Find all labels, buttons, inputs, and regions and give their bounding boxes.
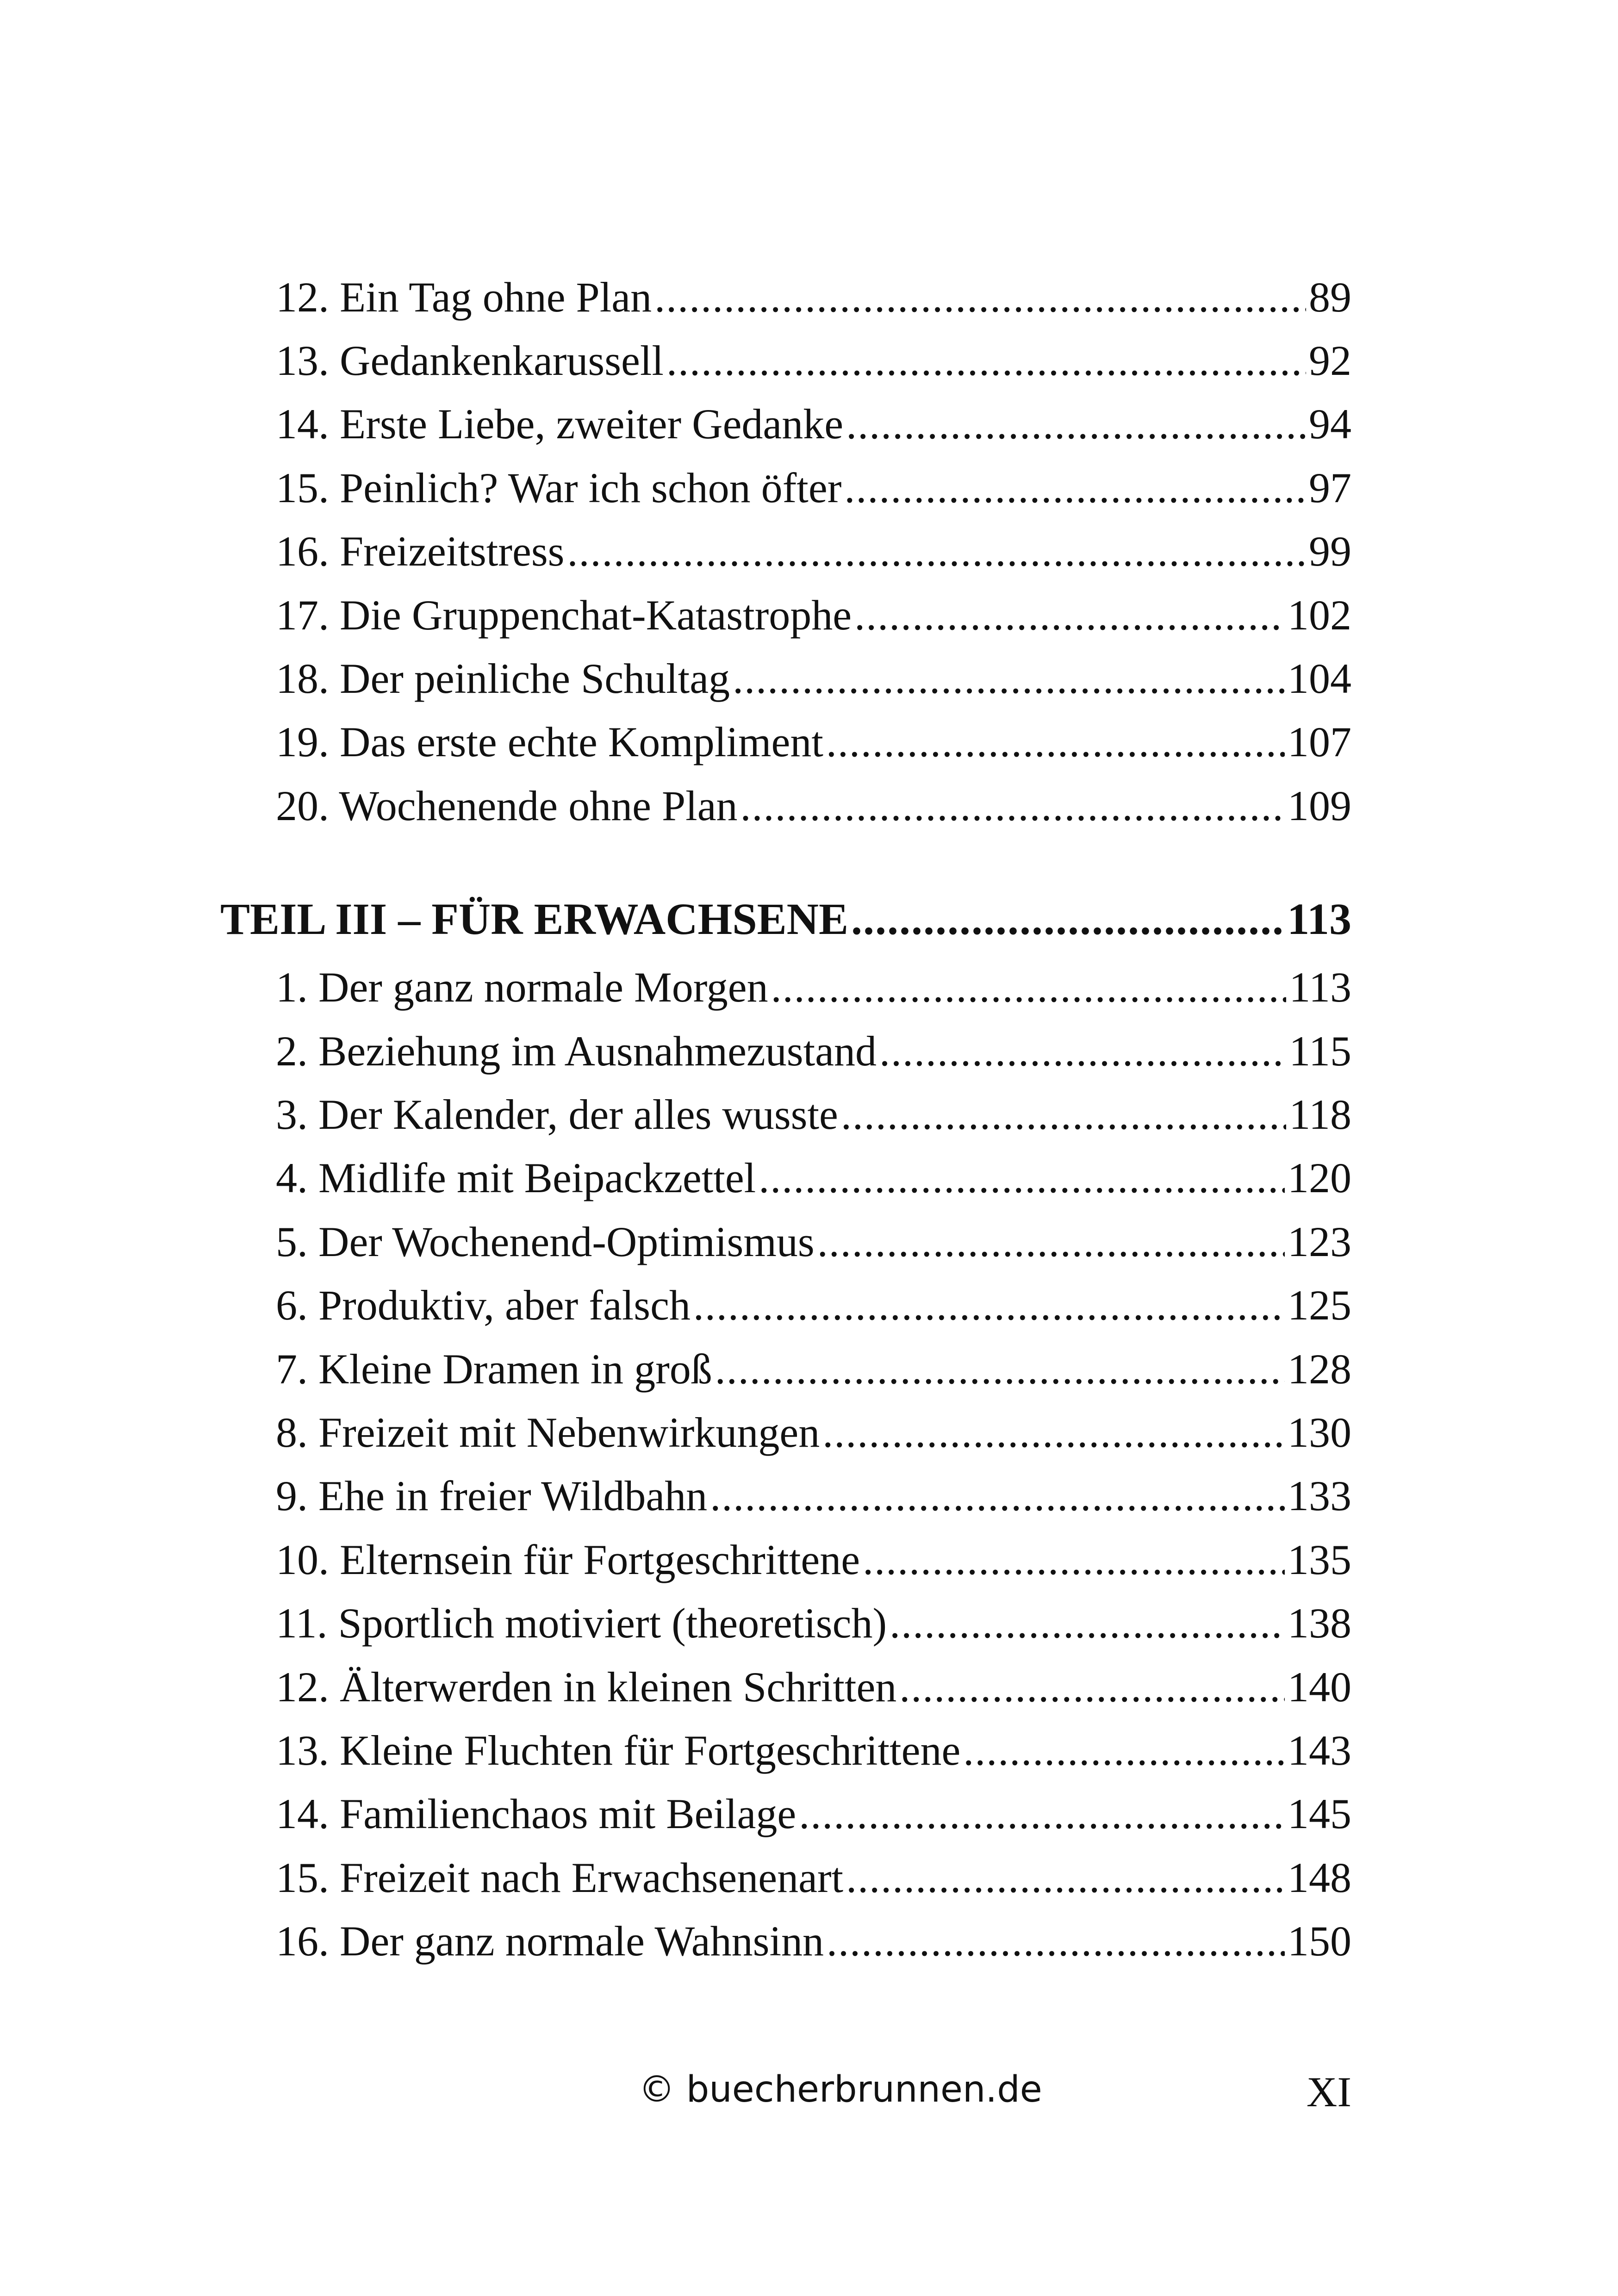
toc-entry	[276, 400, 1351, 448]
toc-part-heading	[220, 894, 1351, 944]
toc-entry-page: 143	[1288, 1727, 1351, 1774]
toc-entry	[276, 1345, 1351, 1393]
toc-entry-title: 14. Familienchaos mit Beilage	[276, 1790, 797, 1837]
toc-part-title: TEIL III – FÜR ERWACHSENE	[220, 894, 848, 944]
toc-entry-title: 4. Midlife mit Beipackzettel	[276, 1154, 756, 1201]
toc-leader-dots	[666, 339, 1306, 382]
toc-leader-dots	[799, 1792, 1285, 1835]
toc-leader-dots	[771, 966, 1287, 1008]
toc-entry-title: 16. Freizeitstress	[276, 528, 565, 575]
toc-leader-dots	[567, 530, 1306, 572]
toc-entry-title: 16. Der ganz normale Wahnsinn	[276, 1917, 824, 1965]
toc-entry	[276, 1729, 1351, 1772]
toc-leader-dots	[693, 1284, 1285, 1326]
toc-entry-title: 15. Freizeit nach Erwachsenenart	[276, 1854, 844, 1901]
toc-leader-dots	[890, 1602, 1285, 1644]
toc-leader-dots	[654, 276, 1306, 318]
toc-entry-page: 145	[1288, 1790, 1351, 1837]
toc-leader-dots	[851, 897, 1284, 941]
toc-entry	[276, 1154, 1351, 1201]
toc-leader-dots	[854, 594, 1285, 636]
toc-entry	[276, 339, 1351, 382]
toc-entry	[276, 1663, 1351, 1711]
toc-leader-dots	[817, 1220, 1285, 1263]
toc-entry-title: 17. Die Gruppenchat-Katastrophe	[276, 591, 852, 639]
toc-entry-title: 15. Peinlich? War ich schon öfter	[276, 464, 842, 511]
toc-entry-page: 120	[1288, 1154, 1351, 1201]
toc-part-page: 113	[1287, 894, 1351, 944]
toc-entry-title: 14. Erste Liebe, zweiter Gedanke	[276, 400, 844, 448]
toc-entry-page: 125	[1288, 1282, 1351, 1329]
toc-entry-page: 94	[1309, 400, 1351, 448]
toc-entry	[276, 1282, 1351, 1329]
toc-entry-title: 18. Der peinliche Schultag	[276, 655, 730, 702]
toc-entry	[276, 1411, 1351, 1454]
toc-entry-page: 123	[1288, 1218, 1351, 1265]
toc-leader-dots	[863, 1538, 1285, 1581]
toc-entry	[276, 657, 1351, 700]
toc-entry-page: 140	[1288, 1663, 1351, 1711]
toc-leader-dots	[759, 1157, 1285, 1199]
toc-entry	[276, 528, 1351, 575]
toc-leader-dots	[844, 467, 1306, 509]
toc-entry-title: 19. Das erste echte Kompliment	[276, 718, 823, 765]
toc-entry-page: 130	[1288, 1409, 1351, 1456]
toc-leader-dots	[899, 1666, 1285, 1708]
toc-leader-dots	[846, 403, 1306, 445]
toc-leader-dots	[826, 721, 1285, 763]
toc-entry-page: 148	[1288, 1854, 1351, 1901]
toc-entry-page: 104	[1288, 655, 1351, 702]
toc-leader-dots	[822, 1411, 1285, 1454]
toc-entry-page: 133	[1288, 1472, 1351, 1519]
toc-leader-dots	[846, 1856, 1285, 1899]
toc-entry-title: 7. Kleine Dramen in groß	[276, 1345, 712, 1393]
toc-leader-dots	[741, 784, 1285, 827]
toc-leader-dots	[879, 1030, 1286, 1072]
toc-entry-page: 135	[1288, 1536, 1351, 1583]
toc-entry	[276, 964, 1351, 1011]
toc-entry-page: 109	[1288, 782, 1351, 829]
toc-entry-page: 128	[1288, 1345, 1351, 1393]
toc-entry-title: 3. Der Kalender, der alles wusste	[276, 1091, 838, 1138]
toc-entry	[276, 1917, 1351, 1965]
toc-entry-page: 150	[1288, 1917, 1351, 1965]
toc-entry-title: 13. Kleine Fluchten für Fortgeschrittene	[276, 1727, 961, 1774]
toc-entry	[276, 1220, 1351, 1263]
toc-leader-dots	[715, 1348, 1285, 1390]
toc-entry	[276, 1792, 1351, 1835]
toc-leader-dots	[963, 1729, 1285, 1772]
toc-entry-title: 12. Ein Tag ohne Plan	[276, 274, 652, 321]
toc-entry	[276, 591, 1351, 639]
toc-entry-title: 8. Freizeit mit Nebenwirkungen	[276, 1409, 820, 1456]
toc-entry-title: 9. Ehe in freier Wildbahn	[276, 1472, 708, 1519]
toc-entry-title: 1. Der ganz normale Morgen	[276, 964, 768, 1011]
toc-entry	[276, 1599, 1351, 1647]
toc-entry-page: 113	[1289, 964, 1351, 1011]
toc-entry	[276, 1856, 1351, 1899]
toc-entry-page: 102	[1288, 591, 1351, 639]
toc-entry-title: 10. Elternsein für Fortgeschrittene	[276, 1536, 860, 1583]
toc-entry-page: 107	[1288, 718, 1351, 765]
toc-entry-title: 13. Gedankenkarussell	[276, 337, 664, 384]
toc-entry	[276, 784, 1351, 827]
toc-entry-title: 20. Wochenende ohne Plan	[276, 782, 738, 829]
toc-entry-page: 138	[1288, 1599, 1351, 1647]
toc-entry-title: 12. Älterwerden in kleinen Schritten	[276, 1663, 897, 1711]
toc-entry	[276, 718, 1351, 765]
toc-entry-title: 6. Produktiv, aber falsch	[276, 1282, 691, 1329]
toc-leader-dots	[733, 657, 1285, 700]
toc-entry-page: 115	[1289, 1027, 1351, 1075]
toc-entry	[276, 464, 1351, 511]
toc-entry-page: 118	[1289, 1091, 1351, 1138]
toc-leader-dots	[710, 1475, 1285, 1517]
toc-entry	[276, 274, 1351, 321]
toc-leader-dots	[827, 1920, 1285, 1962]
toc-entry-title: 2. Beziehung im Ausnahmezustand	[276, 1027, 877, 1075]
toc-entry-title: 5. Der Wochenend-Optimismus	[276, 1218, 815, 1265]
toc-entry-page: 99	[1309, 528, 1351, 575]
toc-entry	[276, 1027, 1351, 1075]
page-number: XI	[1306, 2068, 1351, 2116]
toc-entry-title: 11. Sportlich motiviert (theoretisch)	[276, 1599, 887, 1647]
footer-copyright: © buecherbrunnen.de	[639, 2069, 1042, 2110]
toc-entry	[276, 1472, 1351, 1519]
toc-leader-dots	[841, 1093, 1287, 1136]
toc-entry	[276, 1538, 1351, 1581]
toc-entry-page: 97	[1309, 464, 1351, 511]
toc-entry-page: 89	[1309, 274, 1351, 321]
toc-entry-page: 92	[1309, 337, 1351, 384]
toc-entry	[276, 1093, 1351, 1136]
